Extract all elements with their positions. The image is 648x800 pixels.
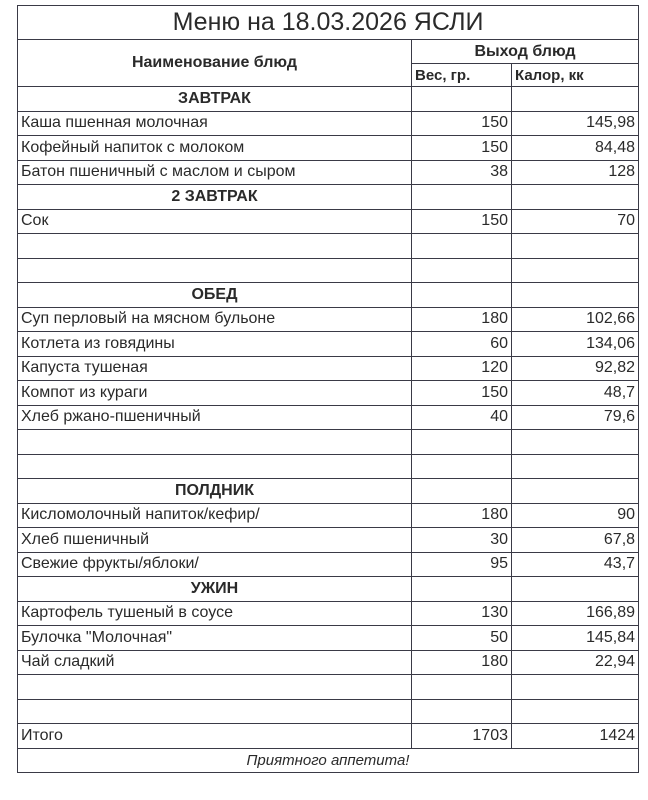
dish-name bbox=[18, 699, 412, 724]
dish-name: Кофейный напиток с молоком bbox=[18, 136, 412, 161]
section-row bbox=[18, 185, 639, 210]
empty-row bbox=[18, 675, 639, 700]
section-row bbox=[18, 577, 639, 602]
dish-weight: 150 bbox=[412, 381, 512, 406]
dish-calories: 128 bbox=[512, 160, 639, 185]
dish-weight: 40 bbox=[412, 405, 512, 430]
dish-weight: 180 bbox=[412, 307, 512, 332]
table-row bbox=[18, 601, 639, 626]
dish-weight bbox=[412, 258, 512, 283]
dish-calories: 166,89 bbox=[512, 601, 639, 626]
table-row bbox=[18, 552, 639, 577]
section-row bbox=[18, 479, 639, 504]
table-row bbox=[18, 111, 639, 136]
dish-calories: 92,82 bbox=[512, 356, 639, 381]
dish-weight: 150 bbox=[412, 136, 512, 161]
dish-name bbox=[18, 454, 412, 479]
dish-weight: 180 bbox=[412, 503, 512, 528]
dish-calories: 102,66 bbox=[512, 307, 639, 332]
dish-name: Картофель тушеный в соусе bbox=[18, 601, 412, 626]
empty-row bbox=[18, 430, 639, 455]
dish-weight bbox=[412, 675, 512, 700]
dish-name bbox=[18, 234, 412, 259]
header-weight-column: Вес, гр. bbox=[412, 64, 512, 87]
dish-calories bbox=[512, 577, 639, 602]
section-row bbox=[18, 283, 639, 308]
empty-row bbox=[18, 234, 639, 259]
dish-weight: 180 bbox=[412, 650, 512, 675]
dish-weight: 150 bbox=[412, 209, 512, 234]
dish-name: Чай сладкий bbox=[18, 650, 412, 675]
dish-weight: 120 bbox=[412, 356, 512, 381]
section-title: УЖИН bbox=[18, 577, 412, 602]
table-row bbox=[18, 626, 639, 651]
section-title: 2 ЗАВТРАК bbox=[18, 185, 412, 210]
dish-calories: 67,8 bbox=[512, 528, 639, 553]
dish-calories: 48,7 bbox=[512, 381, 639, 406]
dish-name bbox=[18, 430, 412, 455]
page-title: Меню на 18.03.2026 ЯСЛИ bbox=[18, 6, 639, 40]
section-title: ОБЕД bbox=[18, 283, 412, 308]
title-row bbox=[18, 6, 639, 40]
dish-calories bbox=[512, 283, 639, 308]
empty-row bbox=[18, 454, 639, 479]
empty-row bbox=[18, 258, 639, 283]
dish-weight bbox=[412, 283, 512, 308]
dish-weight bbox=[412, 185, 512, 210]
dish-calories: 134,06 bbox=[512, 332, 639, 357]
dish-calories bbox=[512, 454, 639, 479]
section-title: ЗАВТРАК bbox=[18, 87, 412, 112]
dish-name: Суп перловый на мясном бульоне bbox=[18, 307, 412, 332]
dish-name: Котлета из говядины bbox=[18, 332, 412, 357]
total-row bbox=[18, 724, 639, 749]
table-row bbox=[18, 160, 639, 185]
table-row bbox=[18, 503, 639, 528]
dish-weight: 95 bbox=[412, 552, 512, 577]
dish-calories: 70 bbox=[512, 209, 639, 234]
dish-calories bbox=[512, 185, 639, 210]
dish-name: Итого bbox=[18, 724, 412, 749]
table-row bbox=[18, 528, 639, 553]
header-row-top bbox=[18, 40, 639, 64]
dish-weight: 30 bbox=[412, 528, 512, 553]
dish-weight: 1703 bbox=[412, 724, 512, 749]
table-row bbox=[18, 356, 639, 381]
dish-calories bbox=[512, 699, 639, 724]
footer-row bbox=[18, 748, 639, 772]
table-row bbox=[18, 136, 639, 161]
dish-name: Хлеб ржано-пшеничный bbox=[18, 405, 412, 430]
dish-name: Каша пшенная молочная bbox=[18, 111, 412, 136]
dish-weight bbox=[412, 234, 512, 259]
dish-name: Булочка "Молочная" bbox=[18, 626, 412, 651]
dish-name: Свежие фрукты/яблоки/ bbox=[18, 552, 412, 577]
dish-calories: 43,7 bbox=[512, 552, 639, 577]
menu-table bbox=[17, 5, 639, 773]
table-row bbox=[18, 209, 639, 234]
dish-weight: 60 bbox=[412, 332, 512, 357]
dish-calories bbox=[512, 479, 639, 504]
table-row bbox=[18, 332, 639, 357]
dish-weight: 130 bbox=[412, 601, 512, 626]
dish-name bbox=[18, 675, 412, 700]
table-row bbox=[18, 307, 639, 332]
dish-name: Сок bbox=[18, 209, 412, 234]
header-name-column: Наименование блюд bbox=[18, 40, 412, 87]
dish-calories bbox=[512, 675, 639, 700]
menu-sheet bbox=[17, 5, 638, 773]
dish-weight bbox=[412, 699, 512, 724]
table-row bbox=[18, 650, 639, 675]
table-row bbox=[18, 381, 639, 406]
dish-weight bbox=[412, 87, 512, 112]
dish-calories: 145,84 bbox=[512, 626, 639, 651]
dish-weight bbox=[412, 479, 512, 504]
dish-name: Хлеб пшеничный bbox=[18, 528, 412, 553]
dish-weight: 150 bbox=[412, 111, 512, 136]
dish-calories bbox=[512, 87, 639, 112]
header-calories-column: Калор, кк bbox=[512, 64, 639, 87]
section-row bbox=[18, 87, 639, 112]
header-output-group: Выход блюд bbox=[412, 40, 639, 64]
dish-calories: 1424 bbox=[512, 724, 639, 749]
empty-row bbox=[18, 699, 639, 724]
table-row bbox=[18, 405, 639, 430]
dish-weight: 50 bbox=[412, 626, 512, 651]
dish-weight bbox=[412, 577, 512, 602]
dish-calories: 79,6 bbox=[512, 405, 639, 430]
footer-message: Приятного аппетита! bbox=[18, 748, 639, 772]
dish-calories bbox=[512, 258, 639, 283]
dish-calories: 145,98 bbox=[512, 111, 639, 136]
dish-weight bbox=[412, 430, 512, 455]
dish-calories bbox=[512, 234, 639, 259]
dish-weight: 38 bbox=[412, 160, 512, 185]
dish-calories: 22,94 bbox=[512, 650, 639, 675]
dish-name: Батон пшеничный с маслом и сыром bbox=[18, 160, 412, 185]
dish-weight bbox=[412, 454, 512, 479]
dish-name: Кисломолочный напиток/кефир/ bbox=[18, 503, 412, 528]
dish-calories: 84,48 bbox=[512, 136, 639, 161]
dish-name: Компот из кураги bbox=[18, 381, 412, 406]
dish-name bbox=[18, 258, 412, 283]
dish-name: Капуста тушеная bbox=[18, 356, 412, 381]
dish-calories bbox=[512, 430, 639, 455]
dish-calories: 90 bbox=[512, 503, 639, 528]
section-title: ПОЛДНИК bbox=[18, 479, 412, 504]
